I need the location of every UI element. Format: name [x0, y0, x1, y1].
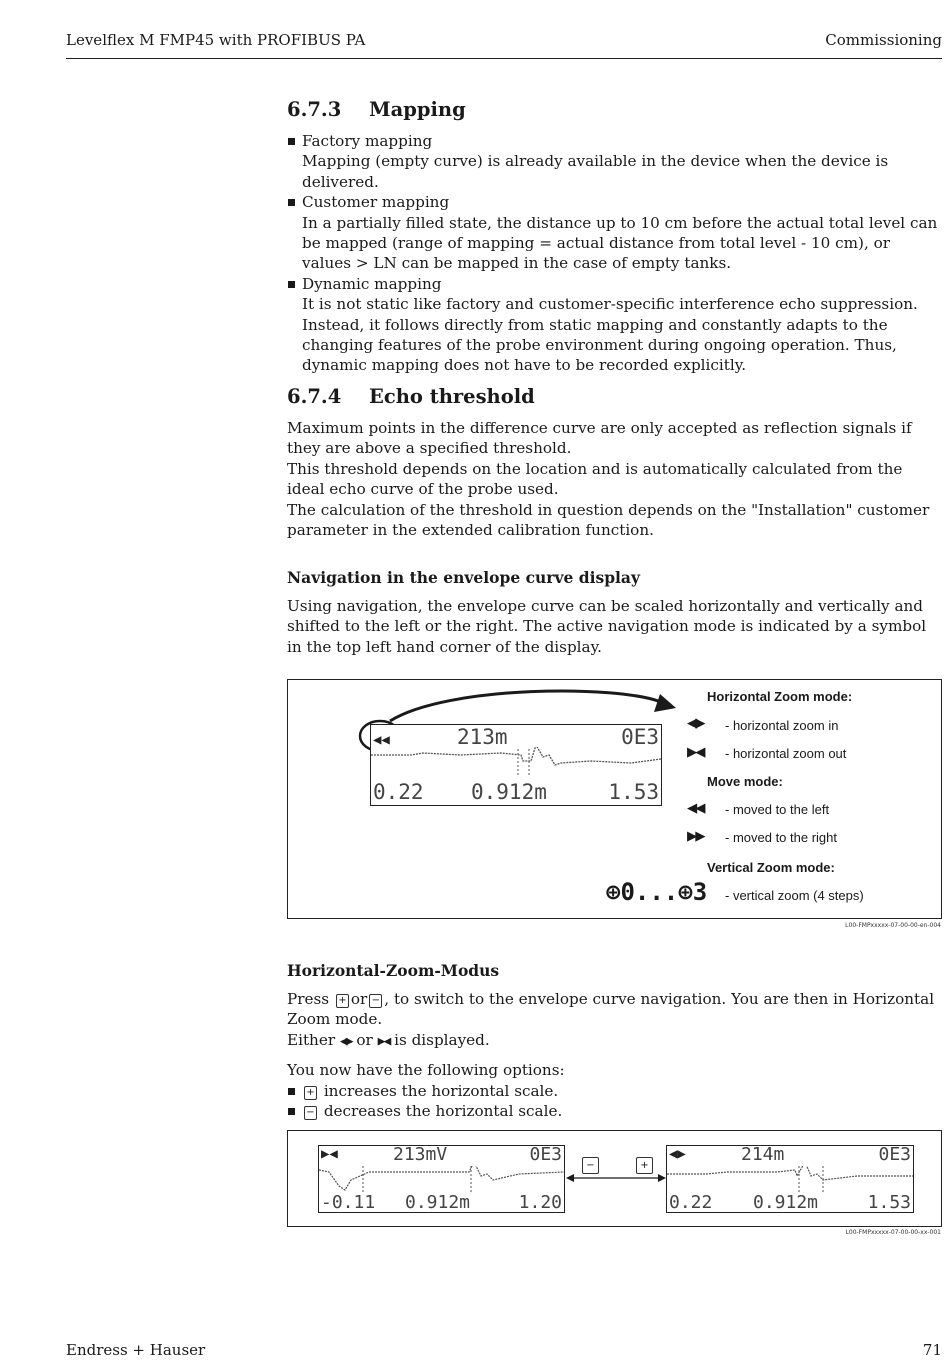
envelope-curve	[319, 1166, 564, 1192]
lcd-bottom-left: -0.11	[321, 1192, 376, 1213]
zoom-in-icon: ◀▶	[339, 1033, 352, 1049]
envelope-curve	[667, 1166, 913, 1192]
lcd-bottom-mid: 0.912m	[753, 1192, 819, 1213]
list-item: + increases the horizontal scale.	[287, 1081, 942, 1101]
lcd-bottom-left: 0.22	[669, 1192, 713, 1213]
figure-caption: L00-FMPxxxxx-07-00-00-en-004	[845, 922, 941, 929]
lcd-bottom-right: 1.20	[518, 1192, 562, 1213]
plus-key-icon: +	[336, 994, 349, 1008]
lcd-range: 0E3	[621, 725, 659, 749]
legend-move-left: - moved to the left	[725, 802, 830, 817]
hzm-text: Press + or − , to switch to the envelope curve navigation. You are then in Horizontal Zoom mode. Either ◀▶ or ▶◀ is displayed. You now have the following options: + increases the horizontal scale. − decreases the horizontal scale.	[287, 989, 942, 1121]
lcd-bottom-mid: 0.912m	[471, 780, 547, 804]
list-item: − decreases the horizontal scale.	[287, 1101, 942, 1121]
lcd-display-right	[666, 1145, 914, 1213]
legend-hz-title: Horizontal Zoom mode:	[707, 689, 853, 704]
lcd-bottom-mid: 0.912m	[405, 1192, 471, 1213]
figure-caption: L00-FMPxxxxx-07-00-00-xx-001	[845, 1229, 941, 1236]
legend-move-right: - moved to the right	[725, 830, 837, 845]
lcd-value: 213m	[457, 725, 508, 749]
heading-hzm: Horizontal-Zoom-Modus	[287, 961, 500, 980]
minus-key-icon: −	[304, 1106, 317, 1120]
zoom-out-icon: ▶◀	[321, 1146, 338, 1162]
figure-envelope-navigation	[287, 679, 942, 919]
list-item: Factory mapping Mapping (empty curve) is already available in the device when the device is delivered.	[287, 131, 942, 192]
minus-key-icon: −	[582, 1157, 599, 1174]
lcd-value: 213mV	[393, 1144, 448, 1165]
echo-threshold-text: Maximum points in the difference curve are only accepted as reflection signals if they are above a specified threshold. This threshold depends on the location and is automatically calculated from the ideal echo curve of the probe used. The calculation of the threshold in question depends on the "Installation" customer parameter in the extended calibration function.	[287, 419, 930, 540]
lcd-bottom-left: 0.22	[373, 780, 424, 804]
move-right-icon: ▶▶	[687, 826, 704, 846]
legend-move-title: Move mode:	[707, 774, 783, 789]
heading-mapping: 6.7.3 Mapping	[287, 98, 466, 121]
figure-zoom-switch	[287, 1130, 942, 1227]
lcd-display	[370, 724, 662, 806]
vertical-zoom-icon: ⊕0...⊕3	[606, 878, 708, 906]
list-item: Customer mapping In a partially filled state, the distance up to 10 cm before the actual total level can be mapped (range of mapping = actual distance from total level - 10 cm), or values > LN can be mapped in the case of empty tanks.	[287, 192, 942, 274]
lcd-value: 214m	[741, 1144, 785, 1165]
plus-key-icon: +	[304, 1086, 317, 1100]
lcd-range: 0E3	[878, 1144, 911, 1165]
zoom-out-icon: ▶◀	[377, 1033, 390, 1049]
plus-key-icon: +	[636, 1157, 653, 1174]
navigation-text: Using navigation, the envelope curve can be scaled horizontally and vertically and shifted to the left or the right. The active navigation mode is indicated by a symbol in the top left hand corner of the display.	[287, 597, 927, 656]
header-title: Levelflex M FMP45 with PROFIBUS PA	[66, 31, 366, 49]
zoom-in-icon: ◀▶	[687, 713, 704, 733]
list-item: Dynamic mapping It is not static like factory and customer-specific interference echo suppression. Instead, it follows directly from static mapping and constantly adapts to the changing features of the probe environment during ongoing operation. Thus, dynamic mapping does not have to be recorded explicitly.	[287, 274, 942, 376]
zoom-out-icon: ▶◀	[687, 742, 704, 762]
header-section: Commissioning	[825, 31, 942, 49]
zoom-in-icon: ◀▶	[669, 1146, 686, 1162]
legend-vz: - vertical zoom (4 steps)	[725, 888, 864, 903]
lcd-range: 0E3	[529, 1144, 562, 1165]
footer-company: Endress + Hauser	[66, 1341, 206, 1359]
legend-hz-in: - horizontal zoom in	[725, 718, 839, 733]
lcd-bottom-right: 1.53	[608, 780, 659, 804]
heading-echo-threshold: 6.7.4 Echo threshold	[287, 385, 535, 408]
envelope-curve	[371, 747, 661, 777]
mapping-list	[287, 131, 942, 376]
minus-key-icon: −	[369, 994, 382, 1008]
legend-vz-title: Vertical Zoom mode:	[707, 860, 835, 875]
legend-hz-out: - horizontal zoom out	[725, 746, 847, 761]
move-left-icon: ◀◀	[687, 798, 704, 818]
heading-navigation: Navigation in the envelope curve display	[287, 568, 640, 587]
move-left-icon: ◀◀	[373, 732, 390, 748]
lcd-bottom-right: 1.53	[867, 1192, 911, 1213]
lcd-display-left	[318, 1145, 565, 1213]
page-number: 71	[922, 1341, 942, 1359]
header-rule	[66, 58, 942, 59]
